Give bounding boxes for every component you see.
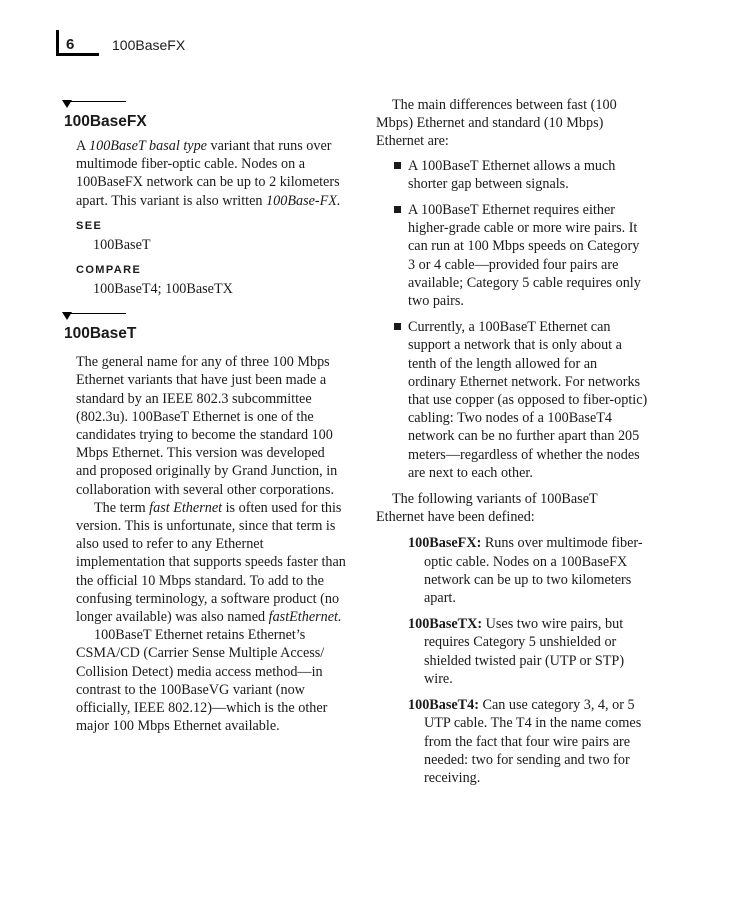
entry-marker bbox=[62, 312, 348, 324]
entry-title-100basefx: 100BaseFX bbox=[64, 113, 147, 130]
bullet-square-icon bbox=[394, 162, 401, 169]
header-rule bbox=[59, 53, 99, 56]
differences-intro: The main differences between fast (100 Mbps) Ethernet and standard (10 Mbps) Ethernet are: bbox=[376, 97, 617, 150]
bullet-square-icon bbox=[394, 323, 401, 330]
right-column bbox=[376, 96, 648, 787]
list-item: Currently, a 100BaseT Ethernet can support a network that is only about a tenth of the length allowed for an ordinary Ethernet network. For networks that use copper (as opposed to fiber-optic) cabling: Two nodes of a 100BaseT4 network can be no further apart than 205 meters—regardless of whether the nodes are next to each other. bbox=[376, 318, 648, 482]
bullet-square-icon bbox=[394, 206, 401, 213]
list-item: A 100BaseT Ethernet allows a much shorter gap between signals. bbox=[376, 157, 648, 193]
variant-100basefx: 100BaseFX: Runs over multimode fiber-optic cable. Nodes on a 100BaseFX network can be up to two kilometers apart. bbox=[408, 535, 643, 607]
left-column bbox=[62, 100, 348, 735]
list-item: A 100BaseT Ethernet requires either higher-grade cable or more wire pairs. It can run at 100 Mbps speeds on Category 3 or 4 cable—provided four pairs are available; Category 5 cable requires only two pairs. bbox=[376, 201, 648, 310]
variant-100basetx: 100BaseTX: Uses two wire pairs, but requires Category 5 unshielded or shielded twisted pair (UTP or STP) wire. bbox=[408, 616, 625, 687]
page-number: 6 bbox=[66, 36, 75, 53]
paragraph-2: The term fast Ethernet is often used for this version. This is unfortunate, since that term is also used to refer to any Ethernet implementation that supports speeds faster than the official 10 Mbps standard. To add to the confusing terminology, a software product (no longer available) was also named fastEthernet. bbox=[76, 499, 346, 626]
differences-list bbox=[376, 157, 648, 482]
entry-title-100baset: 100BaseT bbox=[64, 325, 137, 343]
entry-rule bbox=[68, 101, 126, 102]
running-head: 100BaseFX bbox=[112, 37, 186, 53]
paragraph-3: 100BaseT Ethernet retains Ethernet’s CSMA/CD (Carrier Sense Multiple Access/ Collision Detect) media access method—in contrast to the 100BaseVG variant (now officially, IEEE 802.12)—which is the other major 100 Mbps Ethernet available. bbox=[76, 627, 328, 735]
variants-intro: The following variants of 100BaseT Ethernet have been defined: bbox=[376, 491, 598, 526]
entry-marker bbox=[62, 100, 348, 112]
paragraph-1: The general name for any of three 100 Mbps Ethernet variants that have just been made a standard by an IEEE 802.3 subcommittee (802.3u). 100BaseT Ethernet is one of the candidates trying to become the standard 100 Mbps Ethernet. This version was developed and proposed originally by Grand Junction, in collaboration with several other corporations. bbox=[76, 354, 338, 498]
variant-100baset4: 100BaseT4: Can use category 3, 4, or 5 UTP cable. The T4 in the name comes from the fact that four wire pairs are needed: two for sending and two for receiving. bbox=[408, 697, 642, 786]
compare-label: COMPARE bbox=[76, 264, 142, 277]
see-reference: 100BaseT bbox=[93, 236, 151, 253]
entry-definition-100basefx: A 100BaseT basal type variant that runs over multimode fiber-optic cable. Nodes on a 100BaseFX network can be up to 2 kilometers apart. This variant is also written 100Base-FX. bbox=[76, 138, 341, 209]
entry-rule bbox=[68, 313, 126, 314]
see-label: SEE bbox=[76, 219, 103, 232]
compare-reference: 100BaseT4; 100BaseTX bbox=[93, 281, 233, 298]
